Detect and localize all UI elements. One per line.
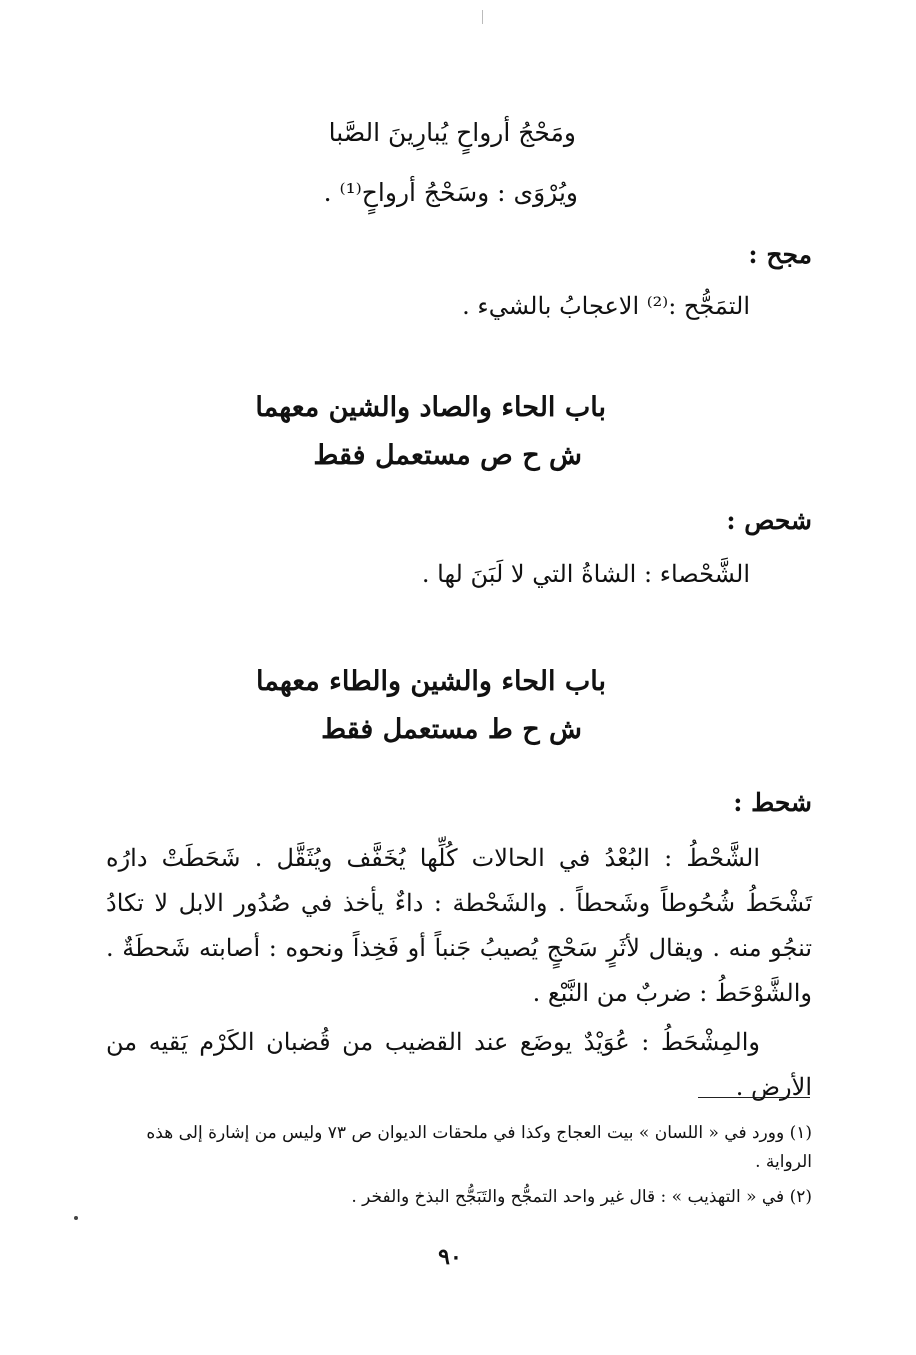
entry-paragraph-mishaht: والمِشْحَطُ : عُوَيْدٌ يوضَع عند القضيب من قُضبان الكَرْم يَقيه من الأرض . [106,1028,812,1101]
chapter-2-title: باب الحاء والشين والطاء معهما [256,666,606,697]
entry-text-shahs: الشَّحْصاء : الشاةُ التي لا لَبَنَ لها . [421,560,750,588]
footnote-2: (٢) في « التهذيب » : قال غير واحد التمجُّح والتَبَجُّح البذخ والفخر . [351,1187,812,1207]
entry-head-majah: مجح : [748,240,812,269]
verse-line-2: ويُرْوَى : وسَحْجُ أرواحٍ⁽¹⁾ . [323,178,578,207]
entry-text-majah: التمَجُّح :⁽²⁾ الاعجابُ بالشيء . [462,292,750,320]
footnote-1: (١) وورد في « اللسان » بيت العجاج وكذا في ملحقات الديوان ص ٧٣ وليس من إشارة إلى هذه الرواية . [146,1123,812,1172]
chapter-1-title: باب الحاء والصاد والشين معهما [255,392,606,423]
entry-paragraph-shaht: الشَّحْطُ : البُعْدُ في الحالات كُلِّها يُخَفَّف ويُثَقَّل . شَحَطَتْ دارُه تَشْحَطُ شُحُوطاً وشَحطاً . والشَحْطة : داءٌ يأخذ في صُدُور الابل لا تكادُ تنجُو منه . ويقال لأثَرٍ سَحْجٍ يُصيبُ جَنباً أو فَخِذاً ونحوه : أصابته شَحطَةٌ . والشَّوْحَطُ : ضربٌ من النَّبْع . [106,844,812,1007]
entry-head-shahs: شحص : [726,506,812,535]
scan-speck [74,1216,78,1220]
chapter-1-subtitle: ش ح ص مستعمل فقط [313,440,582,471]
page-number: ٩٠ [438,1244,462,1270]
footnote-separator [698,1097,810,1098]
chapter-2-subtitle: ش ح ط مستعمل فقط [321,714,582,745]
scan-mark [482,10,483,24]
entry-head-shaht: شحط : [733,788,812,817]
verse-line-1: ومَحْجُ أرواحٍ يُبارِينَ الصَّبا [328,118,576,147]
